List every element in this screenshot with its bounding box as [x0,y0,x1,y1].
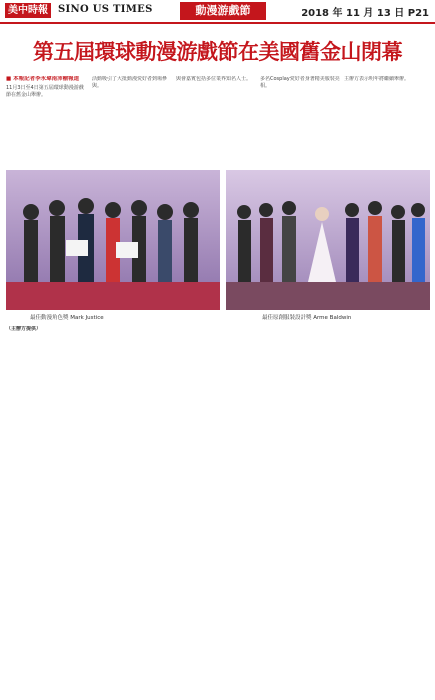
article-column-2 [92,76,172,166]
column-5-text: 主辦方表示明年將繼續舉辦。 [344,76,410,82]
article-column-4 [260,76,340,166]
article-column-1 [6,76,88,166]
award-photo-left [6,170,220,310]
article-headline: 第五屆環球動漫游戲節在美國舊金山閉幕 [33,40,402,64]
award-photo-right [226,170,430,310]
lower-column-1 [6,326,106,696]
right-photo-caption: 最佳原創服裝設計獎 Arme Baldwin [262,315,352,321]
article-byline: ■ 本報記者李永瑋南沛榆報道 [6,76,80,82]
lower-column-4 [324,326,429,696]
left-photo-caption: 最佳動漫角色獎 Mark Justice [30,315,104,321]
newspaper-logo: 美中時報 [5,3,51,18]
lower-section-label: （主辦方提供） [6,326,42,332]
column-3-text: 與會嘉賓包括多位業界知名人士。 [176,76,252,82]
paper-name: SINO US TIMES [58,4,153,15]
column-2-text: 活動吸引了大批動漫愛好者到場參與。 [92,76,168,89]
column-1-text: 11月3日至4日第五屆環球動漫游戲節在舊金山舉辦。 [6,85,84,98]
lower-column-3 [218,326,318,696]
award-photo-right-image [226,170,430,310]
award-photo-left-image [6,170,220,310]
masthead [0,0,435,24]
column-4-text: 多名Cosplay愛好者身著精美服裝亮相。 [260,76,340,89]
publication-date: 2018 年 11 月 13 日 P21 [301,8,429,19]
lower-column-2 [112,326,212,696]
article-column-3 [176,76,256,166]
section-title: 動漫游戲節 [180,2,266,20]
article-column-5 [344,76,429,166]
